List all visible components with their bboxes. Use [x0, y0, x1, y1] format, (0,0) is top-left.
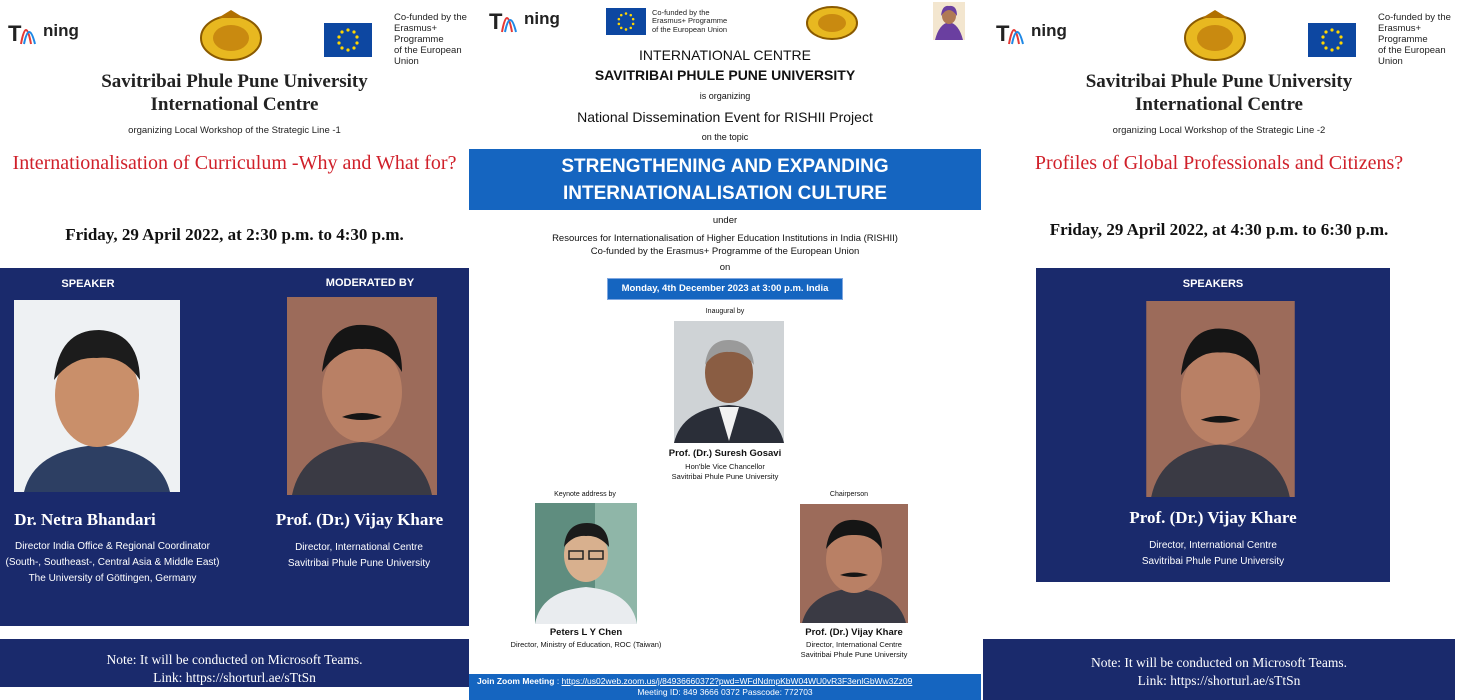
speaker-name: Prof. (Dr.) Vijay Khare	[1129, 508, 1297, 527]
eu-cofunded-text: Co-funded by the Erasmus+ Programme of the European Union	[1378, 12, 1451, 67]
svg-text:T: T	[8, 21, 22, 46]
organizing-text: is organizing	[699, 91, 751, 101]
eu-logo	[1308, 12, 1457, 67]
zoom-label: Join Zoom Meeting	[477, 676, 555, 686]
tuning-logo: T ning	[996, 14, 1067, 48]
meeting-details: Meeting ID: 849 3666 0372 Passcode: 772703	[637, 687, 813, 697]
eu-logo	[324, 12, 469, 67]
moderator-photo	[287, 297, 437, 495]
international-centre-heading: INTERNATIONAL CENTRE	[639, 47, 811, 63]
eu-cofunded-text: Co-funded by the Erasmus+ Programme of the European Union	[652, 7, 728, 34]
inaugural-name: Prof. (Dr.) Suresh Gosavi	[668, 448, 782, 459]
poster-right	[981, 0, 1457, 700]
university-seal-icon	[198, 8, 264, 62]
eu-flag-icon	[1308, 23, 1356, 57]
inaugural-label: Inaugural by	[705, 308, 745, 315]
workshop-topic: Profiles of Global Professionals and Citizens?	[1034, 152, 1404, 174]
teams-note: Note: It will be conducted on Microsoft Teams.	[106, 652, 363, 667]
under-label: under	[712, 215, 738, 226]
teams-note: Note: It will be conducted on Microsoft Teams.	[1091, 655, 1347, 670]
moderator-role: Director, International Centre Savitribai Phule Pune University	[287, 542, 431, 569]
eu-logo	[606, 8, 727, 35]
organizing-text: organizing Local Workshop of the Strategic Line -1	[128, 125, 341, 136]
keynote-photo	[535, 503, 637, 624]
zoom-bar: Join Zoom Meeting : https://us02web.zoom.us/j/84936660372?pwd=WFdNdmpKbW04WU0vR3F3enlGbWw3Zz09 Meeting ID: 849 3666 0372 Passcode: 772703	[469, 674, 981, 700]
university-title: Savitribai Phule Pune University	[101, 71, 368, 92]
eu-flag-icon	[606, 8, 646, 35]
event-title: National Dissemination Event for RISHII Project	[577, 109, 873, 125]
tuning-logo-icon	[996, 14, 1030, 48]
svg-text:T: T	[489, 9, 503, 34]
tuning-logo: T ning	[489, 2, 560, 36]
inaugural-role: Hon'ble Vice Chancellor Savitribai Phule Pune University	[671, 462, 779, 481]
speaker-label: SPEAKER	[61, 278, 115, 290]
project-name: Resources for Internationalisation of Higher Education Institutions in India (RISHII)	[552, 233, 898, 244]
chair-name: Prof. (Dr.) Vijay Khare	[805, 627, 903, 638]
speaker-panel	[0, 268, 469, 626]
topic-label: on the topic	[701, 132, 749, 142]
event-datetime: Friday, 29 April 2022, at 4:30 p.m. to 6:30 p.m.	[1049, 220, 1389, 239]
speakers-label: SPEAKERS	[1182, 278, 1244, 290]
speaker-name: Dr. Netra Bhandari	[14, 510, 156, 529]
chair-role: Director, International Centre Savitribai Phule Pune University	[800, 640, 908, 659]
inaugural-photo	[674, 321, 784, 443]
university-heading: SAVITRIBAI PHULE PUNE UNIVERSITY	[594, 67, 856, 83]
tuning-logo: T ning	[8, 14, 79, 48]
organizing-text: organizing Local Workshop of the Strategic Line -2	[1112, 125, 1326, 136]
centre-title: International Centre	[150, 94, 319, 115]
moderator-label: MODERATED BY	[325, 277, 415, 289]
zoom-link[interactable]: https://us02web.zoom.us/j/84936660372?pwd=WFdNdmpKbW04WU0vR3F3enlGbWw3Zz09	[561, 676, 913, 686]
keynote-label: Keynote address by	[554, 491, 616, 498]
on-label: on	[719, 262, 731, 273]
university-seal-icon	[1182, 8, 1248, 62]
speaker-role: Director India Office & Regional Coordinator (South-, Southeast-, Central Asia & Middle East) The University of Göttingen, Germany	[5, 541, 220, 584]
svg-text:T: T	[996, 21, 1010, 46]
poster-left	[0, 0, 469, 700]
university-seal-icon	[805, 2, 859, 40]
chair-photo	[800, 504, 908, 623]
note-bar	[983, 639, 1455, 700]
chair-label: Chairperson	[829, 491, 869, 498]
event-date: Monday, 4th December 2023 at 3:00 p.m. India	[607, 278, 843, 300]
keynote-name: Peters L Y Chen	[549, 627, 623, 638]
event-datetime: Friday, 29 April 2022, at 2:30 p.m. to 4:30 p.m.	[65, 225, 404, 244]
eu-flag-icon	[324, 23, 372, 57]
centre-title: International Centre	[1135, 94, 1303, 115]
teams-link[interactable]: Link: https://shorturl.ae/sTtSn	[1137, 673, 1301, 688]
moderator-name: Prof. (Dr.) Vijay Khare	[275, 510, 444, 529]
cofunded-text: Co-funded by the Erasmus+ Programme of the European Union	[590, 246, 860, 257]
workshop-topic: Internationalisation of Curriculum -Why and What for?	[12, 152, 457, 174]
tuning-logo-icon	[8, 14, 42, 48]
keynote-role: Director, Ministry of Education, ROC (Taiwan)	[510, 640, 662, 649]
savitribai-portrait-icon	[933, 2, 965, 40]
tuning-logo-icon	[489, 2, 523, 36]
eu-cofunded-text: Co-funded by the Erasmus+ Programme of the European Union	[394, 12, 467, 67]
speaker-photo	[1146, 301, 1295, 497]
note-bar	[0, 639, 469, 687]
teams-link[interactable]: Link: https://shorturl.ae/sTtSn	[153, 670, 316, 685]
speakers-panel	[1036, 268, 1390, 582]
speaker-role: Director, International Centre Savitribai Phule Pune University	[1141, 540, 1285, 567]
poster-middle	[469, 0, 981, 700]
university-title: Savitribai Phule Pune University	[1085, 71, 1353, 92]
topic-banner: STRENGTHENING AND EXPANDING INTERNATIONALISATION CULTURE	[469, 149, 981, 210]
speaker-photo	[14, 300, 180, 492]
